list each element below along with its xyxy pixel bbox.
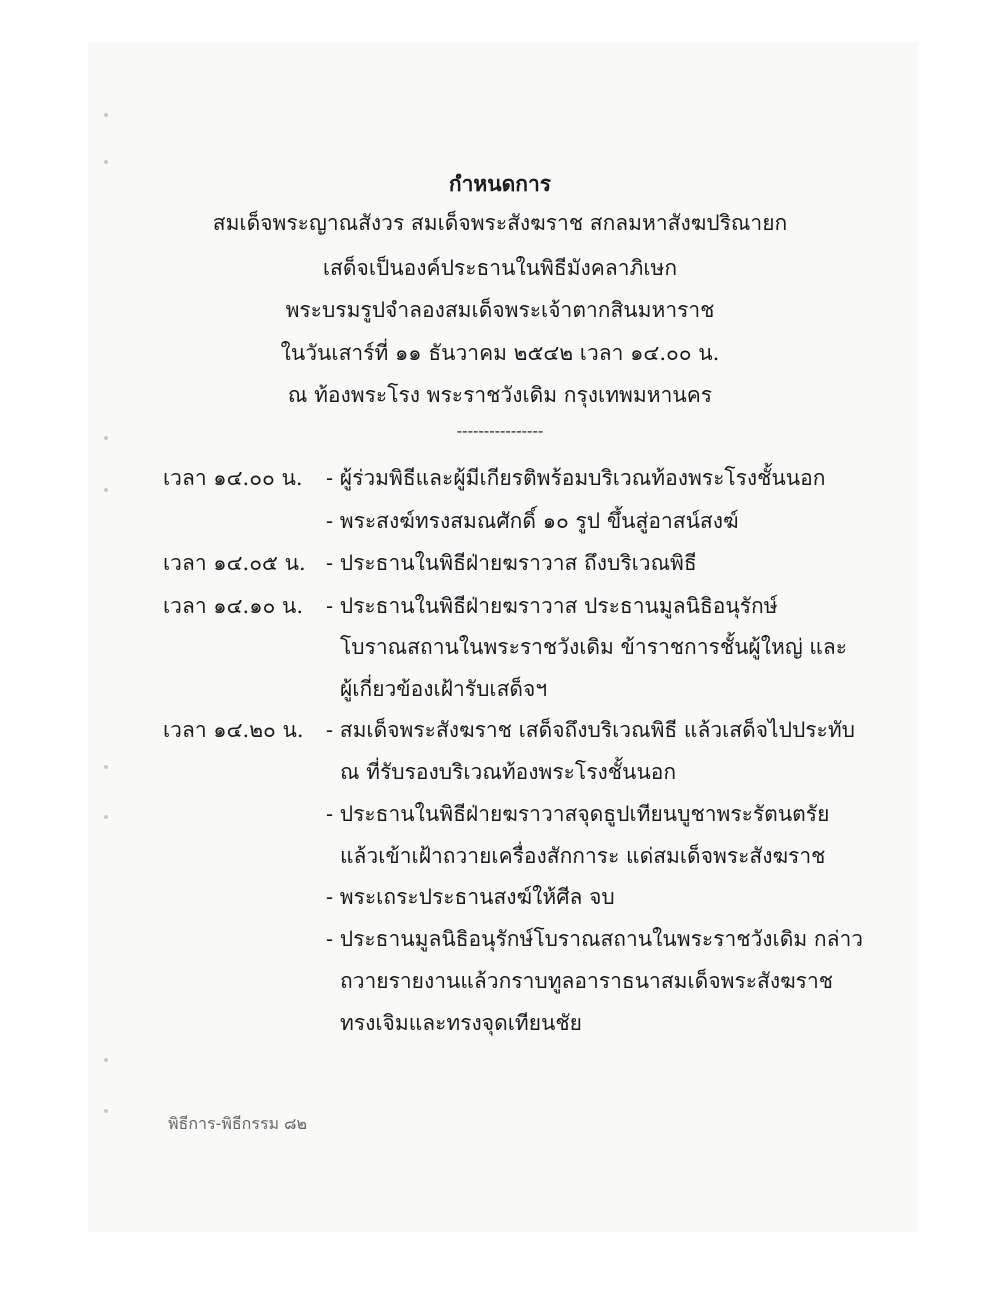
schedule-item-continued: แล้วเข้าเฝ้าถวายเครื่องสักการะ แด่สมเด็จพระสังฆราช — [340, 844, 826, 868]
schedule-item: - ผู้ร่วมพิธีและผู้มีเกียรติพร้อมบริเวณท้องพระโรงชั้นนอก — [326, 466, 826, 490]
header-line-2: เสด็จเป็นองค์ประธานในพิธีมังคลาภิเษก — [322, 256, 678, 280]
header-line-4: ในวันเสาร์ที่ ๑๑ ธันวาคม ๒๕๔๒ เวลา ๑๔.๐๐ น. — [280, 341, 720, 365]
schedule-item-continued: โบราณสถานในพระราชวังเดิม ข้าราชการชั้นผู้ใหญ่ และ — [340, 635, 848, 659]
document-title: กำหนดการ — [448, 171, 552, 196]
scan-speck — [104, 160, 108, 164]
header-line-3: พระบรมรูปจำลองสมเด็จพระเจ้าตากสินมหาราช — [285, 298, 715, 322]
scan-speck — [104, 765, 108, 769]
schedule-item-continued: ทรงเจิมและทรงจุดเทียนชัย — [340, 1011, 582, 1035]
schedule-time-3: เวลา ๑๔.๑๐ น. — [163, 594, 304, 618]
header-divider: ---------------- — [456, 421, 544, 440]
schedule-time-1: เวลา ๑๔.๐๐ น. — [163, 466, 303, 490]
scan-speck — [104, 488, 108, 492]
page-footer: พิธีการ-พิธีกรรม ๘๒ — [168, 1114, 308, 1133]
scan-speck — [104, 1109, 108, 1113]
scan-speck — [104, 815, 108, 819]
schedule-item-continued: ณ ที่รับรองบริเวณท้องพระโรงชั้นนอก — [340, 760, 677, 784]
schedule-item-continued: ผู้เกี่ยวข้องเฝ้ารับเสด็จฯ — [340, 677, 548, 701]
schedule-time-4: เวลา ๑๔.๒๐ น. — [163, 718, 304, 742]
header-line-1: สมเด็จพระญาณสังวร สมเด็จพระสังฆราช สกลมหาสังฆปริณายก — [212, 211, 788, 235]
header-line-5: ณ ท้องพระโรง พระราชวังเดิม กรุงเทพมหานคร — [287, 383, 713, 407]
schedule-item: - ประธานในพิธีฝ่ายฆราวาส ถึงบริเวณพิธี — [326, 551, 697, 575]
schedule-item: - ประธานมูลนิธิอนุรักษ์โบราณสถานในพระราชวังเดิม กล่าว — [326, 927, 864, 951]
schedule-time-2: เวลา ๑๔.๐๕ น. — [163, 551, 306, 575]
schedule-item: - ประธานในพิธีฝ่ายฆราวาส ประธานมูลนิธิอนุรักษ์ — [326, 594, 778, 618]
schedule-item: - ประธานในพิธีฝ่ายฆราวาสจุดธูปเทียนบูชาพระรัตนตรัย — [326, 802, 830, 826]
schedule-item-continued: ถวายรายงานแล้วกราบทูลอาราธนาสมเด็จพระสังฆราช — [340, 969, 834, 993]
scan-speck — [104, 113, 108, 117]
schedule-item: - พระเถระประธานสงฆ์ให้ศีล จบ — [326, 885, 615, 909]
schedule-item: - พระสงฆ์ทรงสมณศักดิ์ ๑๐ รูป ขึ้นสู่อาสน์สงฆ์ — [326, 509, 739, 533]
schedule-item: - สมเด็จพระสังฆราช เสด็จถึงบริเวณพิธี แล้วเสด็จไปประทับ — [326, 718, 855, 742]
scan-speck — [104, 1058, 108, 1062]
